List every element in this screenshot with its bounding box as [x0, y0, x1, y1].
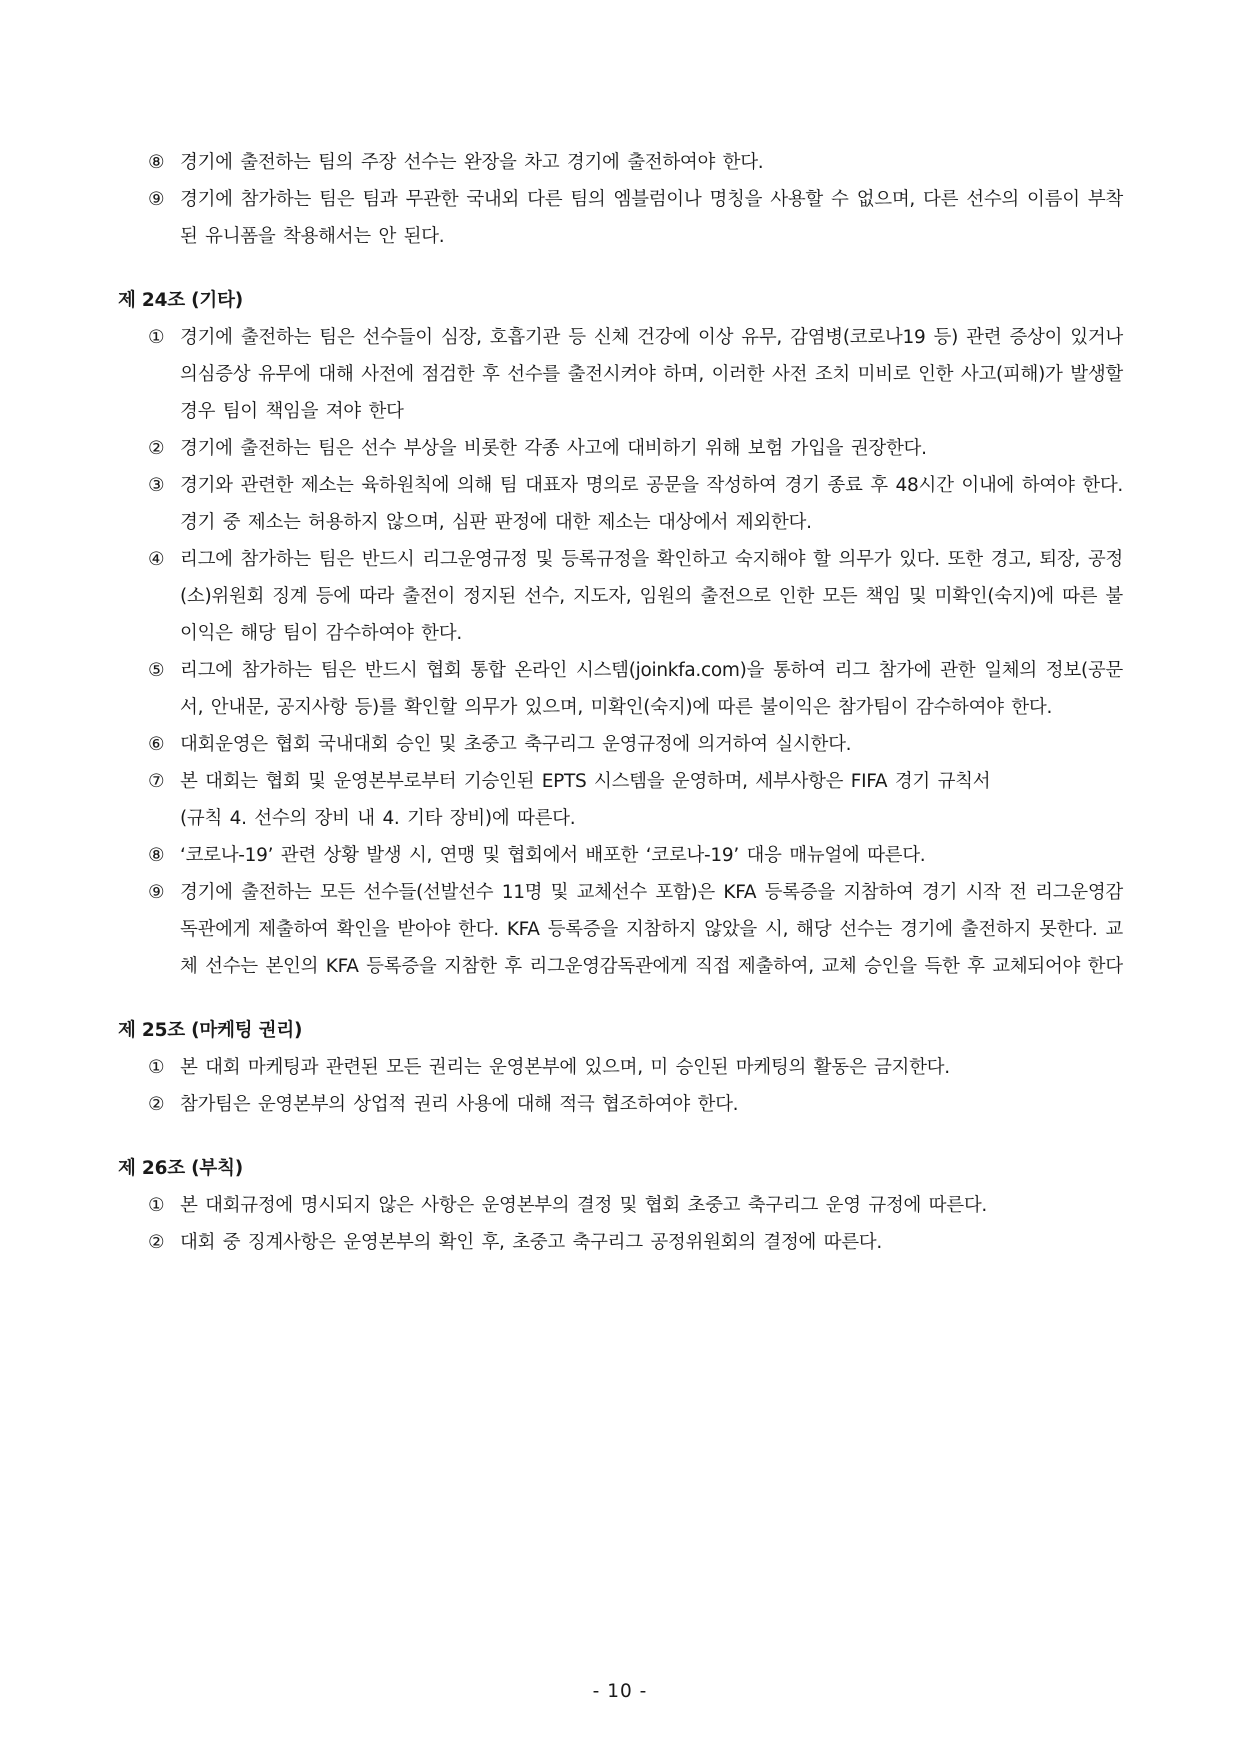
clause-item: [118, 1187, 1123, 1224]
clause-item: [118, 726, 1123, 763]
clause-number: ②: [148, 1094, 165, 1115]
clause-text: 경기와 관련한 제소는 육하원칙에 의해 팀 대표자 명의로 공문을 작성하여 경기 종료 후 48시간 이내에 하여야 한다. 경기 중 제소는 허용하지 않으며, 심판 판정에 대한 제소는 대상에서 제외한다.: [180, 475, 1123, 533]
page-number: - 10 -: [592, 1681, 648, 1702]
clause-text: 리그에 참가하는 팀은 반드시 협회 통합 온라인 시스템(joinkfa.com)을 통하여 리그 참가에 관한 일체의 정보(공문서, 안내문, 공지사항 등)를 확인할 의무가 있으며, 미확인(숙지)에 따른 불이익은 참가팀이 감수하여야 한다.: [180, 660, 1123, 718]
clause-text: 본 대회는 협회 및 운영본부로부터 기승인된 EPTS 시스템을 운영하며, 세부사항은 FIFA 경기 규칙서: [180, 771, 991, 792]
clause-text-continued: (규칙 4. 선수의 장비 내 4. 기타 장비)에 따른다.: [180, 808, 576, 829]
clause-number: ④: [148, 549, 165, 570]
clause-text: 참가팀은 운영본부의 상업적 권리 사용에 대해 적극 협조하여야 한다.: [180, 1094, 739, 1115]
article-26-title: 제 26조 (부칙): [118, 1158, 244, 1179]
clause-number: ①: [148, 327, 165, 348]
clause-item: [118, 1049, 1123, 1086]
clause-text: 경기에 출전하는 팀의 주장 선수는 완장을 차고 경기에 출전하여야 한다.: [180, 152, 764, 173]
clause-number: ⑤: [148, 660, 165, 681]
clause-item: [118, 181, 1123, 255]
clause-text: 리그에 참가하는 팀은 반드시 리그운영규정 및 등록규정을 확인하고 숙지해야 할 의무가 있다. 또한 경고, 퇴장, 공정(소)위원회 징계 등에 따라 출전이 정지된 선수, 지도자, 임원의 출전으로 인한 모든 책임 및 미확인(숙지)에 따른 불이익은 해당 팀이 감수하여야 한다.: [180, 549, 1123, 644]
clause-item: [118, 319, 1123, 430]
clause-item: [118, 144, 1123, 181]
clause-item: [118, 837, 1123, 874]
clause-number: ②: [148, 1232, 165, 1253]
clause-number: ②: [148, 438, 165, 459]
clause-item: [118, 874, 1123, 985]
clause-text: 경기에 출전하는 팀은 선수 부상을 비롯한 각종 사고에 대비하기 위해 보험 가입을 권장한다.: [180, 438, 927, 459]
clause-number: ①: [148, 1057, 165, 1078]
clause-text: 경기에 출전하는 모든 선수들(선발선수 11명 및 교체선수 포함)은 KFA 등록증을 지참하여 경기 시작 전 리그운영감독관에게 제출하여 확인을 받아야 한다. KFA 등록증을 지참하지 않았을 시, 해당 선수는 경기에 출전하지 못한다. 교체 선수는 본인의 KFA 등록증을 지참한 후 리그운영감독관에게 직접 제출하여, 교체 승인을 득한 후 교체되어야 한다: [180, 882, 1123, 977]
clause-text: 본 대회 마케팅과 관련된 모든 권리는 운영본부에 있으며, 미 승인된 마케팅의 활동은 금지한다.: [180, 1057, 950, 1078]
clause-text: ‘코로나-19’ 관련 상황 발생 시, 연맹 및 협회에서 배포한 ‘코로나-19’ 대응 매뉴얼에 따른다.: [180, 845, 926, 866]
clause-number: ⑦: [148, 771, 165, 792]
clause-item: [118, 430, 1123, 467]
clause-text: 본 대회규정에 명시되지 않은 사항은 운영본부의 결정 및 협회 초중고 축구리그 운영 규정에 따른다.: [180, 1195, 987, 1216]
clause-number: ⑧: [148, 152, 165, 173]
article-25-title: 제 25조 (마케팅 권리): [118, 1020, 303, 1041]
document-body: [118, 144, 1123, 1261]
clause-number: ⑨: [148, 189, 165, 210]
clause-number: ③: [148, 475, 165, 496]
clause-item: [118, 1086, 1123, 1123]
clause-number: ①: [148, 1195, 165, 1216]
clause-item: [118, 1224, 1123, 1261]
clause-number: ⑥: [148, 734, 165, 755]
clause-text: 경기에 참가하는 팀은 팀과 무관한 국내외 다른 팀의 엠블럼이나 명칭을 사용할 수 없으며, 다른 선수의 이름이 부착된 유니폼을 착용해서는 안 된다.: [180, 189, 1123, 247]
clause-number: ⑨: [148, 882, 165, 903]
clause-text: 경기에 출전하는 팀은 선수들이 심장, 호흡기관 등 신체 건강에 이상 유무, 감염병(코로나19 등) 관련 증상이 있거나 의심증상 유무에 대해 사전에 점검한 후 선수를 출전시켜야 하며, 이러한 사전 조치 미비로 인한 사고(피해)가 발생할 경우 팀이 책임을 져야 한다: [180, 327, 1123, 422]
clause-item: [118, 763, 1123, 837]
clause-item: [118, 652, 1123, 726]
clause-text: 대회운영은 협회 국내대회 승인 및 초중고 축구리그 운영규정에 의거하여 실시한다.: [180, 734, 852, 755]
clause-item: [118, 467, 1123, 541]
clause-text: 대회 중 징계사항은 운영본부의 확인 후, 초중고 축구리그 공정위원회의 결정에 따른다.: [180, 1232, 882, 1253]
clause-number: ⑧: [148, 845, 165, 866]
article-24-title: 제 24조 (기타): [118, 290, 244, 311]
clause-item: [118, 541, 1123, 652]
